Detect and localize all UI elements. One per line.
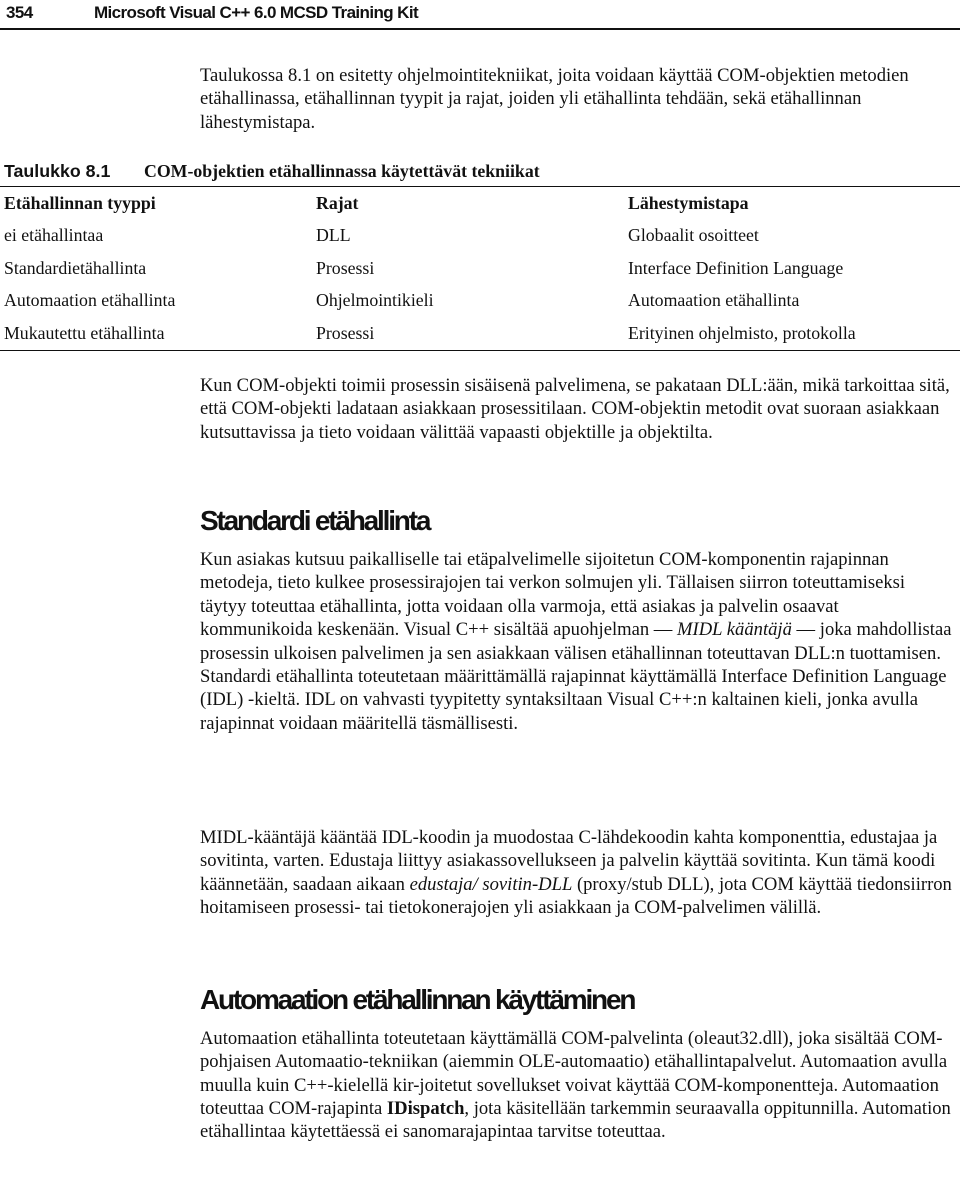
text-run: Kun asiakas kutsuu paikalliselle tai etäpalvelimelle sijoitetun COM-komponentin rajapinnan metodeja, tieto kulkee prosessirajojen tai verkon solmujen yli. Tällaisen siirron toteuttamiseksi täytyy toteuttaa etähallinta, jotta voidaan olla varmoja, että asiakas ja palvelin osaavat kommunikoida keskenään. Visual C++ sisältää apuohjelman — bbox=[200, 549, 906, 641]
column-header: Rajat bbox=[316, 192, 359, 213]
column-header: Etähallinnan tyyppi bbox=[4, 192, 156, 213]
section-heading-standard: Standardi etähallinta bbox=[200, 505, 430, 536]
table-cell: Erityinen ohjelmisto, protokolla bbox=[628, 322, 856, 343]
table-cell: Globaalit osoitteet bbox=[628, 225, 759, 246]
proxy-stub-term: edustaja/ sovitin-DLL bbox=[409, 873, 573, 895]
table-cell: Mukautettu etähallinta bbox=[4, 322, 165, 343]
idispatch-term: IDispatch bbox=[386, 1097, 465, 1119]
table-cell: Prosessi bbox=[316, 322, 375, 343]
book-title: Microsoft Visual C++ 6.0 MCSD Training Kit bbox=[94, 3, 419, 22]
table-row bbox=[0, 317, 960, 350]
table-cell: Prosessi bbox=[316, 257, 375, 278]
table-cell: Ohjelmointikieli bbox=[316, 290, 434, 311]
table-caption-number: Taulukko 8.1 bbox=[4, 161, 111, 181]
techniques-table bbox=[0, 186, 960, 351]
text-run: — joka mahdollistaa prosessin ulkoisen palvelimen ja sen asiakkaan välisen etähallinnan toteuttavan DLL:n tuottamisen. Standardi etähallinta toteutetaan määrittämällä rajapinnat käyttämällä Interface Definition Language (IDL) -kieltä. IDL on vahvasti tyypitetty syntaksiltaan Visual C++:n kaltainen kieli, jonka avulla rajapinnat voidaan määritellä täsmällisesti. bbox=[200, 619, 952, 734]
page-header bbox=[0, 0, 960, 30]
table-cell: Automaation etähallinta bbox=[628, 290, 800, 311]
table-header-row bbox=[0, 187, 960, 220]
section-heading-automation: Automaation etähallinnan käyttäminen bbox=[200, 984, 635, 1015]
column-header: Lähestymistapa bbox=[628, 192, 749, 213]
table-cell: ei etähallintaa bbox=[4, 225, 104, 246]
table-cell: DLL bbox=[316, 225, 351, 246]
table-caption-title: COM-objektien etähallinnassa käytettävät tekniikat bbox=[144, 161, 540, 181]
standard-paragraph-2 bbox=[200, 826, 952, 919]
table-row bbox=[0, 220, 960, 253]
page-number: 354 bbox=[6, 3, 33, 22]
text-run: MIDL-kääntäjä kääntää IDL-koodin ja muodostaa C-lähdekoodin kahta komponenttia, edustajaa ja sovitinta, varten. Edustaja liittyy asiakassovellukseen ja palvelin käyttää sovitinta. Kun tämä koodi käännetään, saadaan aikaan bbox=[200, 827, 938, 895]
text-run: , jota käsitellään tarkemmin seuraavalla oppitunnilla. Automation etähallintaa käytettäessä ei sanomarajapintaa tarvitse toteuttaa. bbox=[200, 1097, 951, 1143]
table-row bbox=[0, 285, 960, 318]
table-cell: Interface Definition Language bbox=[628, 257, 844, 278]
standard-paragraph-1 bbox=[200, 548, 952, 735]
automation-paragraph bbox=[200, 1027, 952, 1143]
table-caption bbox=[4, 161, 540, 182]
table-row bbox=[0, 252, 960, 285]
table-cell: Automaation etähallinta bbox=[4, 290, 176, 311]
text-run: Automaation etähallinta toteutetaan käyttämällä COM-palvelinta (oleaut32.dll), joka sisältää COM-pohjaisen Automaatio-tekniikan (aiemmin OLE-automaatio) etähallintapalvelut. Automaation avulla muulla kuin C++-kielellä kir-joitetut sovellukset voivat käyttää COM-komponentteja. Automaation toteuttaa COM-rajapinta bbox=[200, 1028, 948, 1119]
text-run: (proxy/stub DLL), jota COM käyttää tiedonsiirron hoitamiseen prosessi- tai tietokonerajojen yli asiakkaan ja COM-palvelimen välillä. bbox=[200, 873, 952, 918]
midl-compiler-term: MIDL kääntäjä bbox=[677, 619, 792, 641]
dll-paragraph: Kun COM-objekti toimii prosessin sisäisenä palvelimena, se pakataan DLL:ään, mikä tarkoittaa sitä, että COM-objekti ladataan asiakkaan prosessitilaan. COM-objektin metodit ovat suoraan asiakkaan kutsuttavissa ja tieto voidaan välittää vapaasti objektille ja objektilta. bbox=[200, 375, 950, 443]
intro-paragraph: Taulukossa 8.1 on esitetty ohjelmointitekniikat, joita voidaan käyttää COM-objektien metodien etähallinassa, etähallinnan tyypit ja rajat, joiden yli etähallinta tehdään, sekä etähallinnan lähestymistapa. bbox=[200, 65, 909, 133]
table-cell: Standardietähallinta bbox=[4, 257, 147, 278]
